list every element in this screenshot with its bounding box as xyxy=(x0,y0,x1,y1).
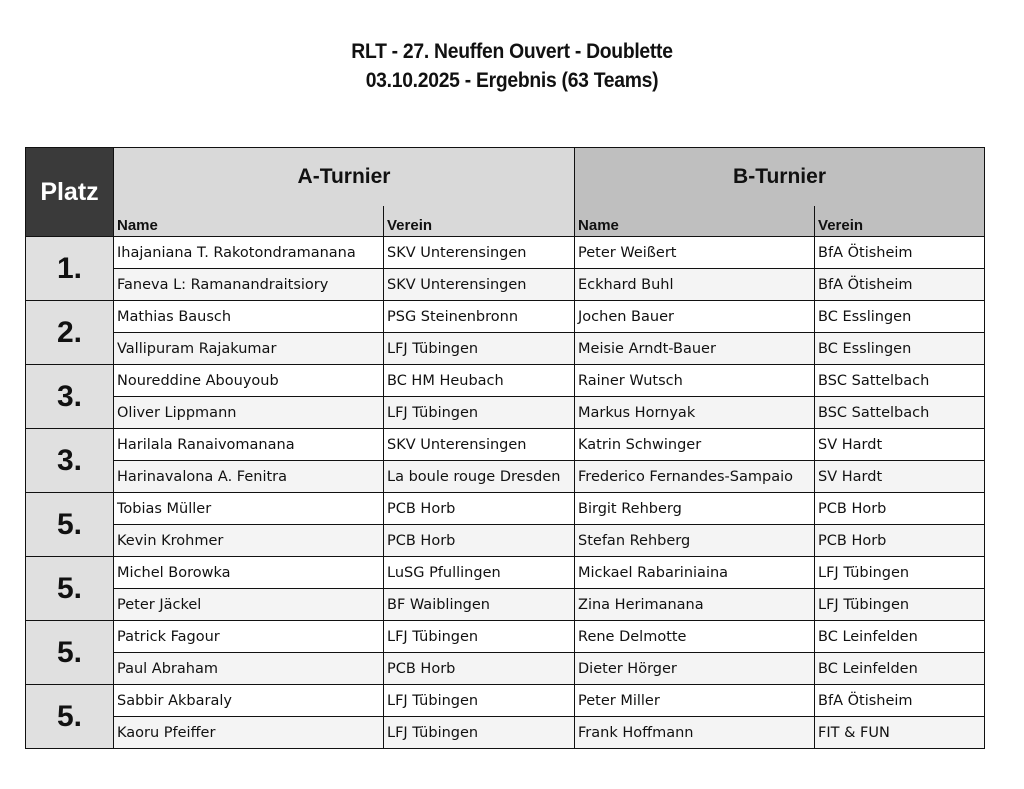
b-verein-cell: BC Leinfelden xyxy=(815,653,985,685)
b-name-cell: Markus Hornyak xyxy=(575,397,815,429)
platz-cell: 5. xyxy=(26,685,114,749)
results-table xyxy=(25,147,985,749)
b-name-cell: Mickael Rabariniaina xyxy=(575,557,815,589)
b-name-cell: Dieter Hörger xyxy=(575,653,815,685)
page-title: RLT - 27. Neuffen Ouvert - Doublette xyxy=(351,40,673,63)
platz-cell: 3. xyxy=(26,429,114,493)
platz-cell: 5. xyxy=(26,493,114,557)
a-verein-cell: BF Waiblingen xyxy=(384,589,575,621)
b-verein-cell: BfA Ötisheim xyxy=(815,685,985,717)
b-verein-cell: SV Hardt xyxy=(815,429,985,461)
b-name-cell: Rainer Wutsch xyxy=(575,365,815,397)
platz-cell: 3. xyxy=(26,365,114,429)
b-name-cell: Katrin Schwinger xyxy=(575,429,815,461)
a-name-header: Name xyxy=(114,206,384,237)
platz-cell: 2. xyxy=(26,301,114,365)
b-name-cell: Frank Hoffmann xyxy=(575,717,815,749)
b-name-cell: Peter Weißert xyxy=(575,237,815,269)
b-verein-cell: BC Leinfelden xyxy=(815,621,985,653)
results-body xyxy=(26,237,985,749)
b-turnier-header: B-Turnier xyxy=(575,148,985,207)
table-row xyxy=(26,653,985,685)
table-row xyxy=(26,493,985,525)
table-row xyxy=(26,621,985,653)
a-verein-cell: LFJ Tübingen xyxy=(384,621,575,653)
table-row xyxy=(26,557,985,589)
a-turnier-header: A-Turnier xyxy=(114,148,575,207)
b-name-cell: Stefan Rehberg xyxy=(575,525,815,557)
a-name-cell: Kaoru Pfeiffer xyxy=(114,717,384,749)
a-name-cell: Noureddine Abouyoub xyxy=(114,365,384,397)
a-name-cell: Faneva L: Ramanandraitsiory xyxy=(114,269,384,301)
b-name-cell: Birgit Rehberg xyxy=(575,493,815,525)
b-verein-cell: BSC Sattelbach xyxy=(815,397,985,429)
table-row xyxy=(26,365,985,397)
a-name-cell: Michel Borowka xyxy=(114,557,384,589)
b-verein-cell: SV Hardt xyxy=(815,461,985,493)
b-verein-header: Verein xyxy=(815,206,985,237)
a-verein-cell: BC HM Heubach xyxy=(384,365,575,397)
table-row xyxy=(26,461,985,493)
a-name-cell: Harilala Ranaivomanana xyxy=(114,429,384,461)
table-row xyxy=(26,269,985,301)
b-name-cell: Meisie Arndt-Bauer xyxy=(575,333,815,365)
table-row xyxy=(26,429,985,461)
a-verein-cell: La boule rouge Dresden xyxy=(384,461,575,493)
a-name-cell: Sabbir Akbaraly xyxy=(114,685,384,717)
a-verein-cell: LuSG Pfullingen xyxy=(384,557,575,589)
table-row xyxy=(26,589,985,621)
b-name-cell: Jochen Bauer xyxy=(575,301,815,333)
platz-cell: 5. xyxy=(26,621,114,685)
a-name-cell: Peter Jäckel xyxy=(114,589,384,621)
table-row xyxy=(26,333,985,365)
b-name-cell: Rene Delmotte xyxy=(575,621,815,653)
a-name-cell: Oliver Lippmann xyxy=(114,397,384,429)
table-row xyxy=(26,685,985,717)
b-verein-cell: LFJ Tübingen xyxy=(815,589,985,621)
a-verein-cell: PCB Horb xyxy=(384,653,575,685)
b-name-cell: Peter Miller xyxy=(575,685,815,717)
a-verein-cell: LFJ Tübingen xyxy=(384,397,575,429)
table-row xyxy=(26,717,985,749)
a-verein-cell: SKV Unterensingen xyxy=(384,237,575,269)
a-verein-cell: SKV Unterensingen xyxy=(384,429,575,461)
a-verein-header: Verein xyxy=(384,206,575,237)
a-name-cell: Vallipuram Rajakumar xyxy=(114,333,384,365)
b-verein-cell: PCB Horb xyxy=(815,493,985,525)
a-verein-cell: PSG Steinenbronn xyxy=(384,301,575,333)
b-name-cell: Eckhard Buhl xyxy=(575,269,815,301)
table-row xyxy=(26,397,985,429)
a-verein-cell: LFJ Tübingen xyxy=(384,717,575,749)
platz-cell: 1. xyxy=(26,237,114,301)
a-verein-cell: LFJ Tübingen xyxy=(384,333,575,365)
a-verein-cell: PCB Horb xyxy=(384,525,575,557)
page-subtitle: 03.10.2025 - Ergebnis (63 Teams) xyxy=(365,69,659,92)
b-verein-cell: BfA Ötisheim xyxy=(815,237,985,269)
b-verein-cell: BSC Sattelbach xyxy=(815,365,985,397)
b-verein-cell: BfA Ötisheim xyxy=(815,269,985,301)
a-verein-cell: PCB Horb xyxy=(384,493,575,525)
b-name-cell: Zina Herimanana xyxy=(575,589,815,621)
table-row xyxy=(26,237,985,269)
platz-header: Platz xyxy=(26,148,114,237)
table-row xyxy=(26,525,985,557)
a-name-cell: Tobias Müller xyxy=(114,493,384,525)
b-verein-cell: FIT & FUN xyxy=(815,717,985,749)
a-verein-cell: SKV Unterensingen xyxy=(384,269,575,301)
a-name-cell: Ihajaniana T. Rakotondramanana xyxy=(114,237,384,269)
table-row xyxy=(26,301,985,333)
a-name-cell: Kevin Krohmer xyxy=(114,525,384,557)
b-name-header: Name xyxy=(575,206,815,237)
b-verein-cell: BC Esslingen xyxy=(815,333,985,365)
b-verein-cell: LFJ Tübingen xyxy=(815,557,985,589)
a-name-cell: Paul Abraham xyxy=(114,653,384,685)
b-verein-cell: PCB Horb xyxy=(815,525,985,557)
a-name-cell: Patrick Fagour xyxy=(114,621,384,653)
platz-cell: 5. xyxy=(26,557,114,621)
a-verein-cell: LFJ Tübingen xyxy=(384,685,575,717)
b-name-cell: Frederico Fernandes-Sampaio xyxy=(575,461,815,493)
b-verein-cell: BC Esslingen xyxy=(815,301,985,333)
a-name-cell: Harinavalona A. Fenitra xyxy=(114,461,384,493)
a-name-cell: Mathias Bausch xyxy=(114,301,384,333)
